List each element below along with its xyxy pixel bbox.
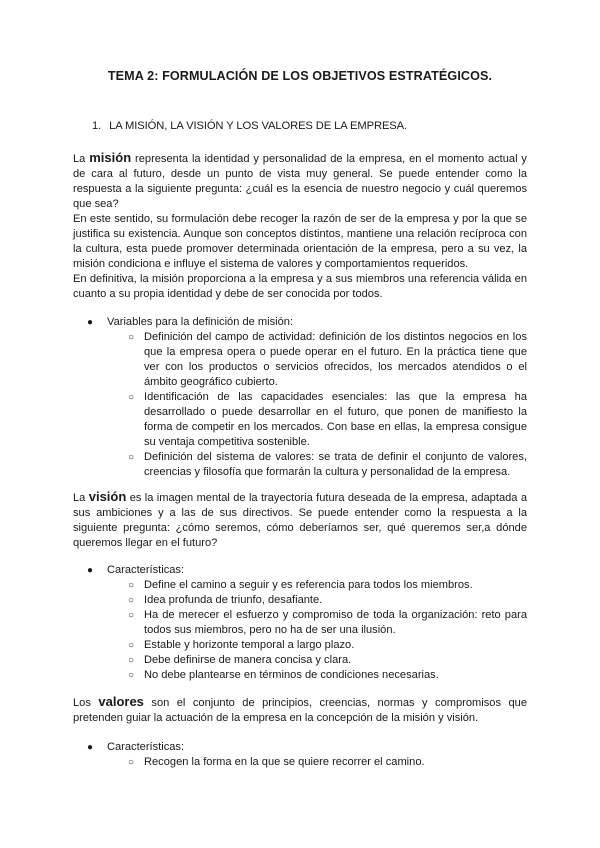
circle-bullet-icon: ○ [128,640,135,651]
mision-paragraph-3: En definitiva, la misión proporciona a la empresa y a sus miembros una referencia válida en cuanto a su propia identidad y debe de ser conocida por todos. [73,273,527,300]
list-title: Variables para la definición de misión: [107,316,294,328]
mision-paragraphs [73,150,527,302]
list-item [73,315,527,480]
bullet-icon: ● [87,742,94,753]
list-item-text: Ha de merecer el esfuerzo y compromiso de toda la organización: reto para todos sus miembros, pero no ha de ser una ilusión. [144,609,527,636]
valores-intro-text: son el conjunto de principios, creencias, normas y compromisos que pretenden guiar la actuación de la empresa en la concepción de la misión y visión. [73,697,527,724]
list-item [73,740,527,770]
mision-intro-paragraph [73,150,527,212]
valores-paragraphs [73,694,527,726]
list-item [107,608,527,638]
list-title: Características: [107,564,185,576]
valores-keyword: valores [98,694,144,709]
mision-variables-list [73,315,527,480]
bullet-icon: ● [87,565,94,576]
list-item [107,638,527,653]
circle-bullet-icon: ○ [128,610,135,621]
list-item-text: Definición del sistema de valores: se trata de definir el conjunto de valores, creencias y filosofía que formarán la cultura y personalidad de la empresa. [144,451,527,478]
list-item-text: Recogen la forma en la que se quiere recorrer el camino. [144,756,425,768]
list-item [107,330,527,390]
list-item [107,755,527,770]
vision-characteristics-list [73,563,527,683]
mision-variables-sublist [107,330,527,480]
bullet-icon: ● [87,317,94,328]
circle-bullet-icon: ○ [128,670,135,681]
list-item [107,593,527,608]
vision-intro-paragraph [73,489,527,551]
list-item-text: No debe plantearse en términos de condiciones necesarias. [144,669,439,681]
list-title: Características: [107,741,185,753]
vision-intro-text: es la imagen mental de la trayectoria futura deseada de la empresa, adaptada a sus ambiciones y a las de sus directivos. Se puede entender como la respuesta a la siguiente pregunta: ¿cómo seremos, cómo deberíamos ser, qué queremos ser,a dónde queremos llegar en el futuro? [73,492,527,549]
valores-intro-paragraph [73,694,527,726]
circle-bullet-icon: ○ [128,332,135,343]
circle-bullet-icon: ○ [128,757,135,768]
list-item-text: Define el camino a seguir y es referencia para todos los miembros. [144,579,473,591]
circle-bullet-icon: ○ [128,392,135,403]
mision-keyword: misión [89,150,132,165]
vision-intro-pre: La [73,492,86,504]
list-item [107,450,527,480]
vision-paragraphs [73,489,527,551]
list-item [107,390,527,450]
valores-characteristics-list [73,740,527,770]
vision-characteristics-sublist [107,578,527,683]
list-item-text: Definición del campo de actividad: definición de los distintos negocios en los que la empresa opera o puede operar en el futuro. En la práctica tiene que ver con los productos o servicios ofrecidos, los mercados atendidos o el ámbito geográfico cubierto. [144,331,527,388]
list-item-text: Estable y horizonte temporal a largo plazo. [144,639,355,651]
circle-bullet-icon: ○ [128,655,135,666]
circle-bullet-icon: ○ [128,595,135,606]
list-item [107,653,527,668]
vision-keyword: visión [88,489,127,504]
section-number: 1. [92,120,102,132]
section-heading [92,120,407,132]
valores-characteristics-sublist [107,755,527,770]
list-item [107,578,527,593]
list-item-text: Debe definirse de manera concisa y clara. [144,654,352,666]
circle-bullet-icon: ○ [128,452,135,463]
list-item [107,668,527,683]
page-title: TEMA 2: FORMULACIÓN DE LOS OBJETIVOS ESTRATÉGICOS. [107,69,493,83]
mision-intro-text: representa la identidad y personalidad de la empresa, en el momento actual y de cara al futuro, desde un punto de vista muy general. Se puede entender como la respuesta a la siguiente pregunta: ¿cuál es la esencia de nuestro negocio y cuál queremos que sea? [73,153,527,210]
valores-intro-pre: Los [73,697,91,709]
circle-bullet-icon: ○ [128,580,135,591]
list-item-text: Idea profunda de triunfo, desafiante. [144,594,323,606]
list-item-text: Identificación de las capacidades esenciales: las que la empresa ha desarrollado o puede desarrollar en el futuro, que ponen de manifiesto la forma de competir en los mercados. Con base en ellas, la empresa consigue su ventaja competitiva sostenible. [144,391,527,448]
mision-paragraph-2: En este sentido, su formulación debe recoger la razón de ser de la empresa y por la que se justifica su existencia. Aunque son conceptos distintos, mantiene una relación recíproca con la cultura, esta puede promover determinada orientación de la empresa, pero a su vez, la misión condiciona e influye el sistema de valores y comportamientos requeridos. [73,213,527,270]
section-heading-text: LA MISIÓN, LA VISIÓN Y LOS VALORES DE LA EMPRESA. [109,120,408,132]
list-item [73,563,527,683]
mision-intro-pre: La [73,153,86,165]
